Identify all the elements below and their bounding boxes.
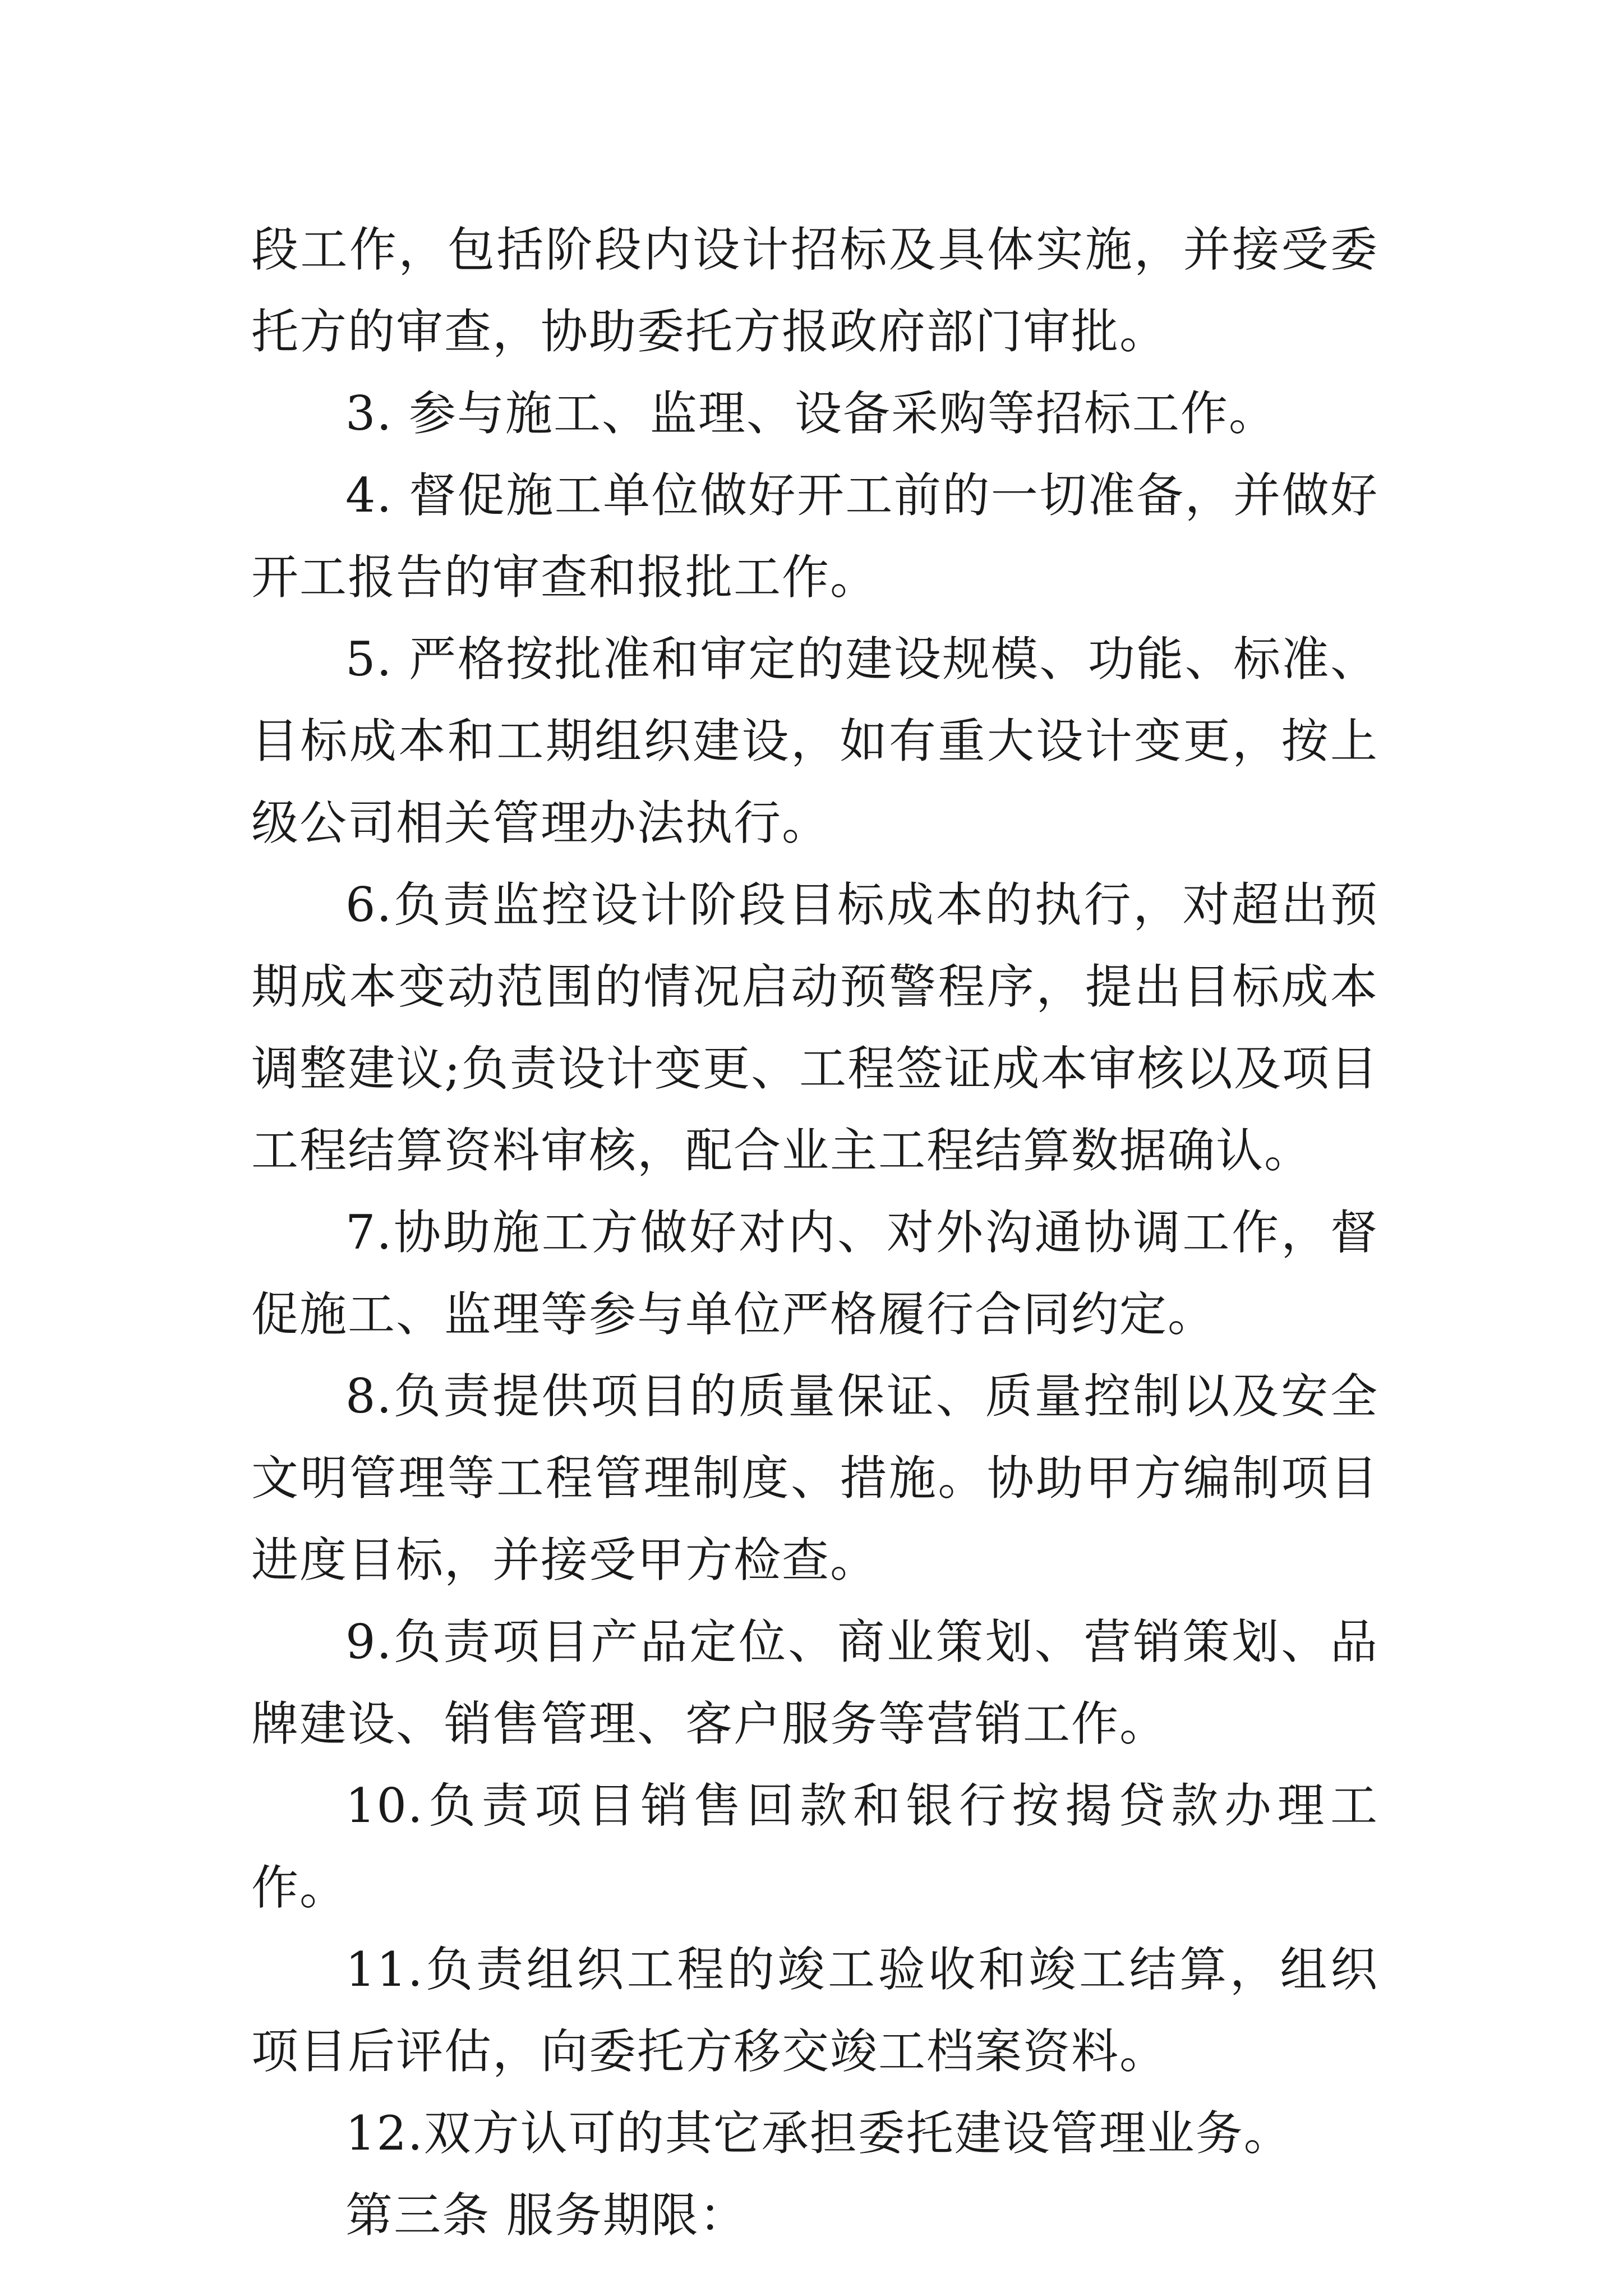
paragraph-item-5: 5. 严格按批准和审定的建设规模、功能、标准、目标成本和工期组织建设，如有重大设计变更，按上级公司相关管理办法执行。 — [251, 632, 1378, 850]
document-body — [251, 209, 1378, 2256]
paragraph-item-6: 6.负责监控设计阶段目标成本的执行，对超出预期成本变动范围的情况启动预警程序，提出目标成本调整建议;负责设计变更、工程签证成本审核以及项目工程结算资料审核，配合业主工程结算数据确认。 — [251, 877, 1378, 1178]
paragraph-item-4: 4. 督促施工单位做好开工前的一切准备，并做好开工报告的审查和报批工作。 — [251, 468, 1378, 605]
paragraph-item-10: 10.负责项目销售回款和银行按揭贷款办理工作。 — [251, 1778, 1378, 1915]
paragraph-item-7: 7.协助施工方做好对内、对外沟通协调工作，督促施工、监理等参与单位严格履行合同约定。 — [251, 1205, 1378, 1342]
paragraph-continuation: 段工作，包括阶段内设计招标及具体实施，并接受委托方的审查，协助委托方报政府部门审批。 — [251, 222, 1378, 359]
paragraph-item-9: 9.负责项目产品定位、商业策划、营销策划、品牌建设、销售管理、客户服务等营销工作。 — [251, 1614, 1378, 1751]
paragraph-item-12: 12.双方认可的其它承担委托建设管理业务。 — [345, 2106, 1292, 2161]
section-heading-article-3: 第三条 服务期限： — [345, 2188, 748, 2243]
paragraph-item-11: 11.负责组织工程的竣工验收和竣工结算，组织项目后评估，向委托方移交竣工档案资料。 — [251, 1942, 1378, 2079]
paragraph-item-3: 3. 参与施工、监理、设备采购等招标工作。 — [345, 386, 1277, 441]
paragraph-item-8: 8.负责提供项目的质量保证、质量控制以及安全文明管理等工程管理制度、措施。协助甲方编制项目进度目标，并接受甲方检查。 — [251, 1369, 1378, 1588]
